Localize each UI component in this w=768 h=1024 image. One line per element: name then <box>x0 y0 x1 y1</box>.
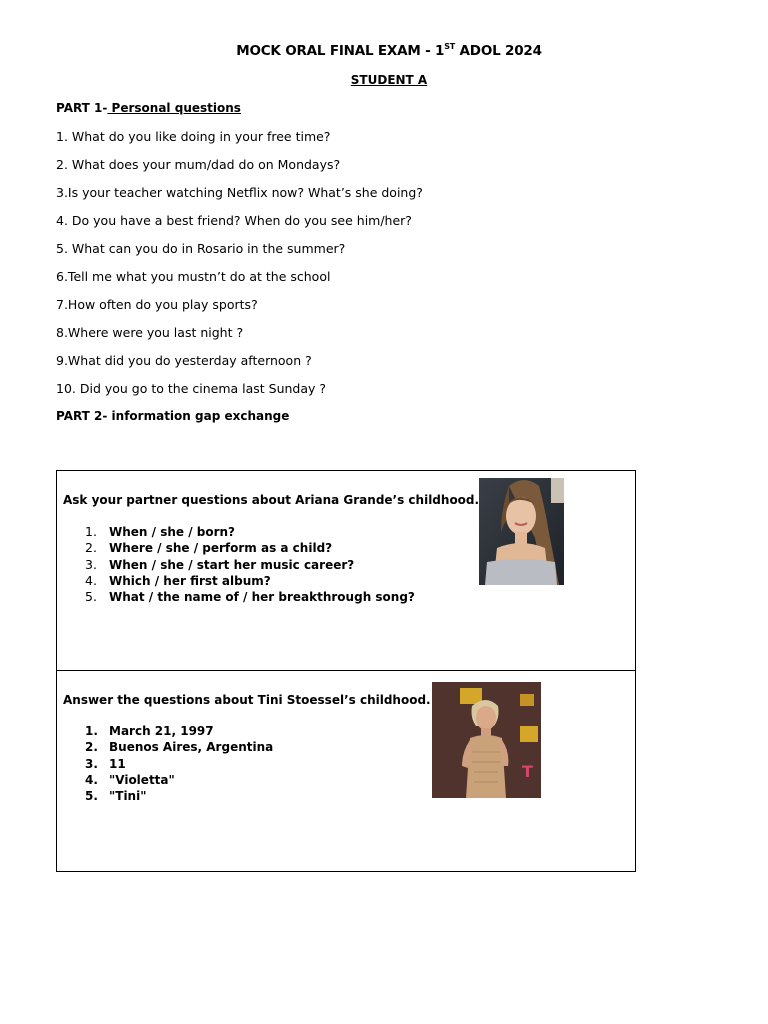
student-label: STUDENT A <box>350 73 428 87</box>
list-item: 5. "Tini" <box>85 789 147 804</box>
answer-instruction: Answer the questions about Tini Stoessel’s childhood. <box>63 693 431 707</box>
list-item: 4. "Violetta" <box>85 772 175 787</box>
question-item: 1. What do you like doing in your free time? <box>56 129 331 144</box>
list-item: 5. What / the name of / her breakthrough song? <box>85 589 415 605</box>
list-item: 1. When / she / born? <box>85 524 236 539</box>
question-item: 9.What did you do yesterday afternoon ? <box>56 353 312 368</box>
svg-text:T: T <box>522 762 533 781</box>
ask-questions-box <box>56 470 636 671</box>
question-item: 8.Where were you last night ? <box>56 325 244 340</box>
list-item: 3. 11 <box>85 756 126 771</box>
tini-stoessel-photo <box>432 682 541 798</box>
part1-title: Personal questions <box>107 101 241 115</box>
question-item: 6.Tell me what you mustn’t do at the school <box>56 269 331 284</box>
question-item: 7.How often do you play sports? <box>56 297 258 312</box>
ask-question-list <box>85 524 415 605</box>
part1-heading <box>56 101 241 115</box>
part1-label: PART 1- <box>56 101 108 115</box>
page-title: MOCK ORAL FINAL EXAM - 1ST ADOL 2024 <box>236 42 542 59</box>
part2-heading: PART 2- information gap exchange <box>56 409 290 423</box>
list-item: 3. When / she / start her music career? <box>85 556 355 572</box>
question-item: 4. Do you have a best friend? When do you see him/her? <box>56 213 412 228</box>
list-item: 2. Where / she / perform as a child? <box>85 540 333 556</box>
ask-instruction: Ask your partner questions about Ariana Grande’s childhood. <box>63 493 480 507</box>
question-item: 2. What does your mum/dad do on Mondays? <box>56 157 341 172</box>
question-item: 5. What can you do in Rosario in the summer? <box>56 241 346 256</box>
answer-list <box>85 723 273 804</box>
list-item: 2. Buenos Aires, Argentina <box>85 740 274 755</box>
list-item: 1. March 21, 1997 <box>85 724 214 738</box>
list-item: 4. Which / her first album? <box>85 572 271 588</box>
ariana-grande-photo <box>479 478 564 585</box>
answer-questions-box <box>56 670 636 872</box>
question-item: 3.Is your teacher watching Netflix now? What’s she doing? <box>56 185 423 200</box>
question-item: 10. Did you go to the cinema last Sunday ? <box>56 381 327 396</box>
